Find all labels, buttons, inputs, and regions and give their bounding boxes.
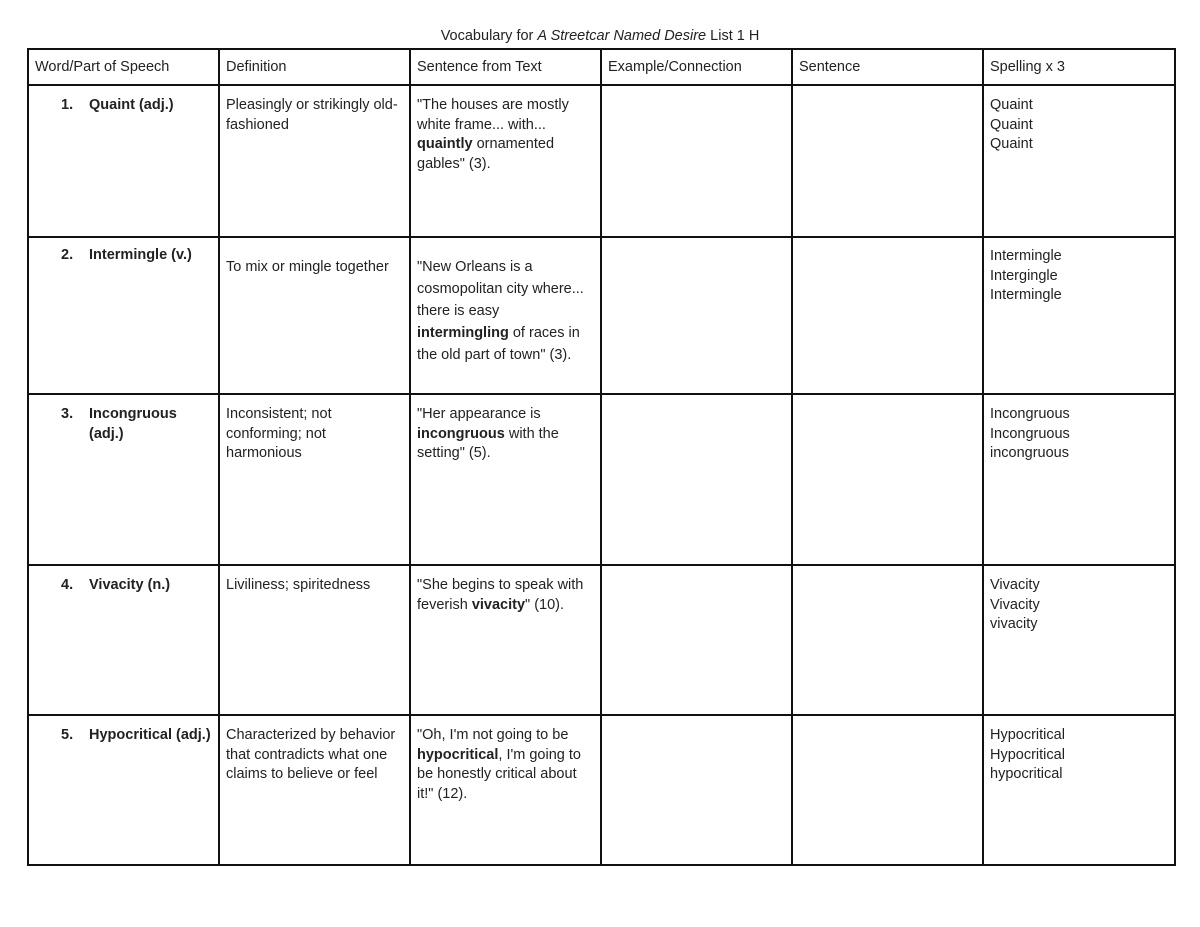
header-sentence-from-text: Sentence from Text [410,49,601,85]
sentence-text: "New Orleans is a cosmopolitan city where... there is easy [417,259,584,319]
header-row [28,49,1175,85]
definition-cell: Characterized by behavior that contradicts what one claims to believe or feel [219,715,410,865]
spelling-entry: Quaint [990,136,1033,152]
table-row [28,715,1175,865]
sentence-keyword: quaintly [417,136,473,152]
header-example-connection: Example/Connection [601,49,792,85]
word-cell [28,715,219,865]
word-number: 5. [61,727,74,743]
text-sentence-cell [410,715,601,865]
sentence-keyword: intermingling [417,325,509,341]
table-row [28,85,1175,237]
spelling-entry: Intergingle [990,267,1058,284]
own-sentence-cell[interactable] [792,565,983,715]
sentence-text: "Oh, I'm not going to be [417,727,569,743]
table-row [28,237,1175,394]
table-row [28,394,1175,565]
word-cell [28,394,219,565]
example-cell[interactable] [601,85,792,237]
sentence-keyword: vivacity [471,596,526,613]
title-italic: A Streetcar Named Desire [537,28,707,44]
word-number: 3. [61,406,74,422]
sentence-text: ornamented gables" (3). [417,136,555,172]
title-suffix: List 1 H [706,28,760,44]
header-sentence: Sentence [792,49,983,85]
spelling-entry: incongruous [990,445,1069,461]
word-cell [28,85,219,237]
text-sentence-cell [410,237,601,394]
own-sentence-cell[interactable] [792,237,983,394]
sentence-text: "Her appearance is [417,406,541,422]
own-sentence-cell[interactable] [792,85,983,237]
spelling-entry: vivacity [990,616,1038,632]
sentence-keyword: incongruous [417,425,505,442]
vocabulary-table [27,48,1176,866]
sentence-text: , I'm going to be honestly critical about it!" (12). [417,746,581,802]
example-cell[interactable] [601,237,792,394]
sentence-text: with the setting" (5). [417,425,559,461]
example-cell[interactable] [601,394,792,565]
sentence-text: of races in the old part of town" (3). [417,325,580,363]
title-prefix: Vocabulary for [440,28,538,44]
word-term: Vivacity (n.) [89,577,171,593]
sentence-text: "The houses are mostly white frame... with... [417,97,569,133]
spelling-entry: Vivacity [990,596,1040,613]
header-spelling: Spelling x 3 [983,49,1175,85]
definition-cell: Liviliness; spiritedness [219,565,410,715]
definition-cell: To mix or mingle together [219,237,410,394]
definition-cell: Pleasingly or strikingly old-fashioned [219,85,410,237]
word-cell [28,565,219,715]
word-term: Intermingle (v.) [89,247,192,263]
sentence-text: " (10). [525,596,565,613]
spelling-entry: Incongruous [990,406,1070,422]
spelling-entry: hypocritical [990,766,1063,782]
word-term: Incongruous (adj.) [89,406,177,442]
word-number: 4. [61,577,74,593]
spelling-cell [983,565,1175,715]
text-sentence-cell [410,394,601,565]
example-cell[interactable] [601,715,792,865]
spelling-entry: Hypocritical [990,727,1065,743]
spelling-entry: Quaint [990,116,1033,133]
spelling-cell [983,85,1175,237]
spelling-cell [983,394,1175,565]
spelling-cell [983,237,1175,394]
sentence-keyword: hypocritical [417,746,499,763]
spelling-entry: Incongruous [990,425,1070,442]
sentence-text: "She begins to speak with feverish [417,577,584,613]
table-row [28,565,1175,715]
word-cell [28,237,219,394]
spelling-cell [983,715,1175,865]
word-term: Quaint (adj.) [89,97,174,113]
own-sentence-cell[interactable] [792,394,983,565]
word-term: Hypocritical (adj.) [89,727,211,743]
header-word: Word/Part of Speech [28,49,219,85]
text-sentence-cell [410,85,601,237]
spelling-entry: Intermingle [990,287,1062,303]
header-definition: Definition [219,49,410,85]
spelling-entry: Vivacity [990,577,1040,593]
spelling-entry: Hypocritical [990,746,1065,763]
document-title [0,28,1200,44]
spelling-entry: Intermingle [990,248,1062,264]
definition-cell: Inconsistent; not conforming; not harmonious [219,394,410,565]
word-number: 1. [61,97,74,113]
spelling-entry: Quaint [990,97,1033,113]
example-cell[interactable] [601,565,792,715]
own-sentence-cell[interactable] [792,715,983,865]
text-sentence-cell [410,565,601,715]
word-number: 2. [61,247,74,263]
